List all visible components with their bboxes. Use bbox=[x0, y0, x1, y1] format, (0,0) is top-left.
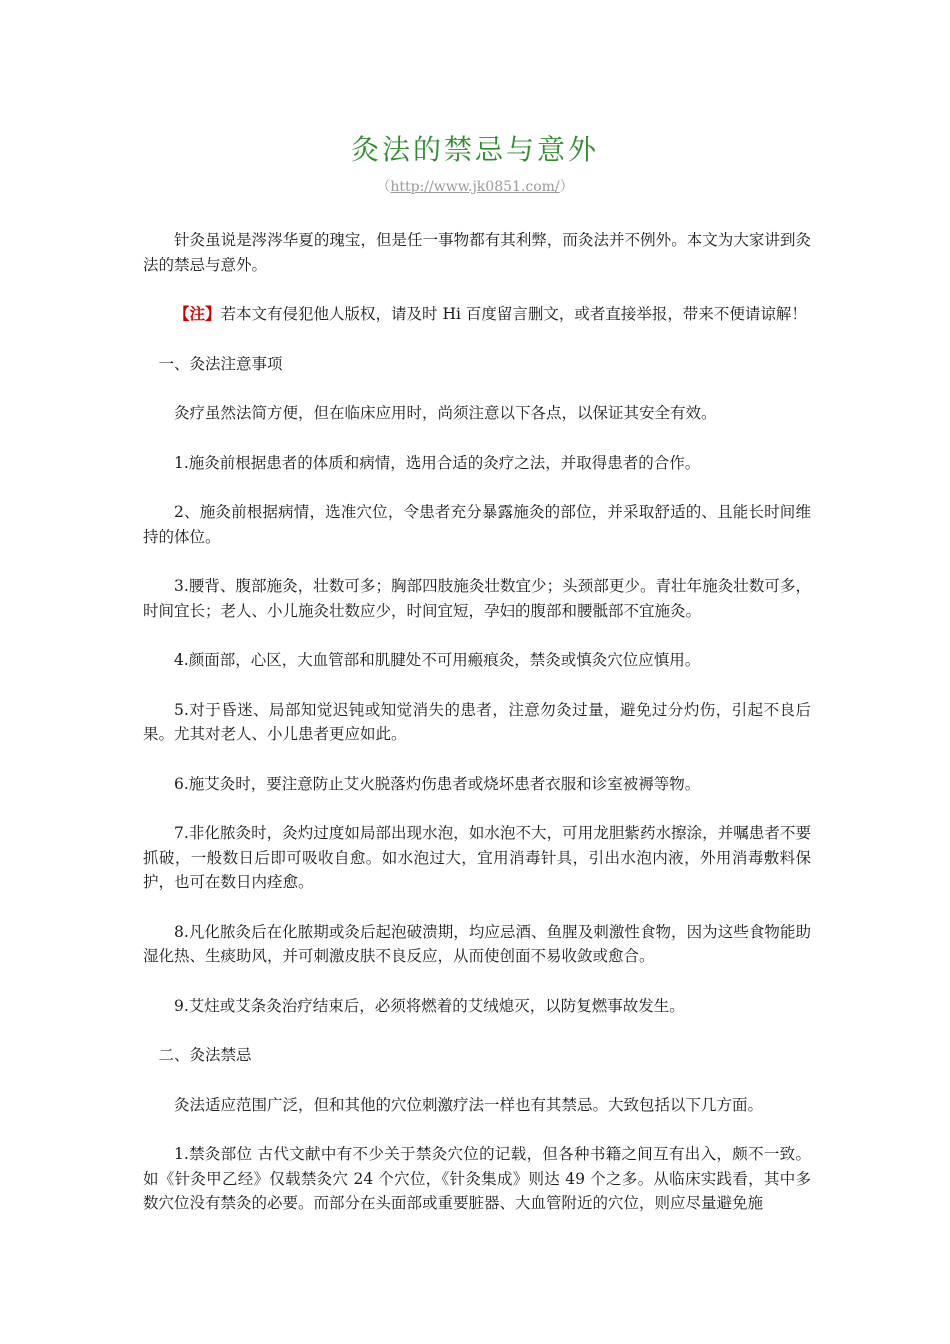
section-1-item-3: 3.腰背、腹部施灸，壮数可多；胸部四肢施灸壮数宜少；头颈部更少。青壮年施灸壮数可多，时间宜长；老人、小儿施灸壮数应少，时间宜短，孕妇的腹部和腰骶部不宜施灸。 bbox=[143, 577, 811, 620]
page-title: 灸法的禁忌与意外 bbox=[350, 133, 599, 166]
section-1-lead: 灸疗虽然法简方便，但在临床应用时，尚须注意以下各点，以保证其安全有效。 bbox=[174, 404, 717, 422]
source-close-paren: ） bbox=[559, 179, 574, 195]
section-1-item-7: 7.非化脓灸时，灸灼过度如局部出现水泡，如水泡不大，可用龙胆紫药水擦涂，并嘱患者不要抓破，一般数日后即可吸收自愈。如水泡过大，宜用消毒针具，引出水泡内液，外用消毒敷料保护，也可在数日内痊愈。 bbox=[143, 824, 811, 891]
section-1-item-5: 5.对于昏迷、局部知觉迟钝或知觉消失的患者，注意勿灸过量，避免过分灼伤，引起不良后果。尤其对老人、小儿患者更应如此。 bbox=[143, 700, 811, 743]
note-paragraph bbox=[143, 302, 811, 327]
section-1-item-4: 4.颜面部，心区，大血管部和肌腱处不可用瘢痕灸，禁灸或慎灸穴位应慎用。 bbox=[174, 651, 701, 669]
intro-paragraph: 针灸虽说是涔涔华夏的瑰宝，但是任一事物都有其利弊，而灸法并不例外。本文为大家讲到灸法的禁忌与意外。 bbox=[143, 231, 811, 274]
section-1-item-8: 8.凡化脓灸后在化脓期或灸后起泡破溃期，均应忌酒、鱼腥及刺激性食物，因为这些食物能助湿化热、生痰助风，并可刺激皮肤不良反应，从而使创面不易收敛或愈合。 bbox=[143, 922, 811, 965]
source-link[interactable]: http://www.jk0851.com/ bbox=[390, 179, 560, 195]
section-1-item-9: 9.艾炷或艾条灸治疗结束后，必须将燃着的艾绒熄灭，以防复燃事故发生。 bbox=[174, 996, 685, 1015]
section-2-item-1: 1.禁灸部位 古代文献中有不少关于禁灸穴位的记载，但各种书籍之间互有出入，颇不一致。如《针灸甲乙经》仅载禁灸穴 24 个穴位，《针灸集成》则达 49 个之多。从临床实践看，其中多数穴位没有禁灸的必要。而部分在头面部或重要脏器、大血管附近的穴位，则应尽量避免施 bbox=[143, 1145, 811, 1212]
note-tag: 【注】 bbox=[174, 304, 221, 323]
note-text: 若本文有侵犯他人版权，请及时 Hi 百度留言删文，或者直接举报，带来不便请谅解！ bbox=[220, 305, 807, 323]
section-1-item-2: 2、施灸前根据病情，选准穴位，令患者充分暴露施灸的部位，并采取舒适的、且能长时间维持的体位。 bbox=[143, 503, 811, 546]
section-1-item-6: 6.施艾灸时，要注意防止艾火脱落灼伤患者或烧坏患者衣服和诊室被褥等物。 bbox=[174, 774, 701, 793]
source-line bbox=[0, 178, 950, 196]
section-2-heading: 二、灸法禁忌 bbox=[158, 1046, 252, 1064]
source-open-paren: （ bbox=[376, 179, 391, 195]
section-1-item-1: 1.施灸前根据患者的体质和病情，选用合适的灸疗之法，并取得患者的合作。 bbox=[174, 453, 701, 472]
article-body bbox=[143, 228, 811, 1241]
section-2-lead: 灸法适应范围广泛，但和其他的穴位刺激疗法一样也有其禁忌。大致包括以下几方面。 bbox=[174, 1095, 764, 1114]
section-1-heading: 一、灸法注意事项 bbox=[158, 354, 283, 373]
